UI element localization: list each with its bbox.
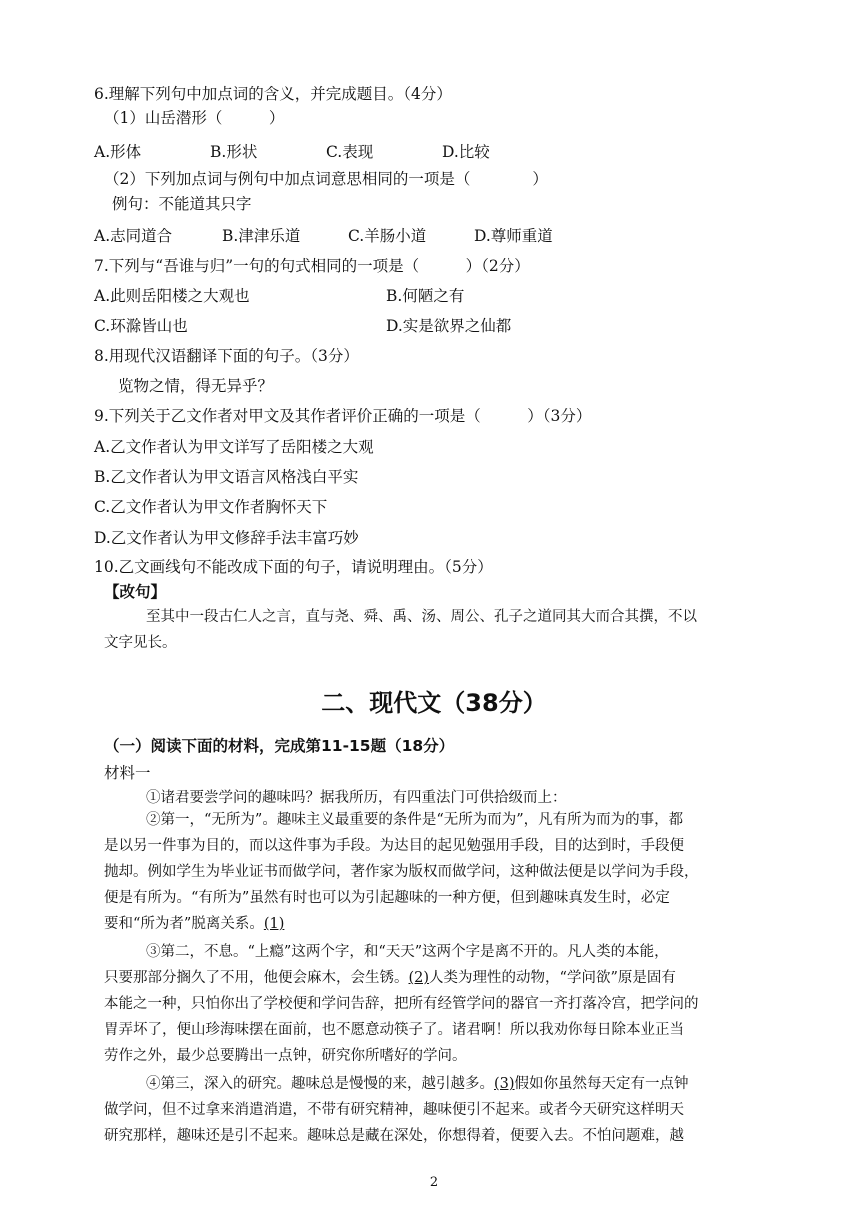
paragraph-4-text: ④第三，深入的研究。趣味总是慢慢的来，越引越多。 <box>146 1076 494 1092</box>
q9-option-a: A.乙文作者认为甲文详写了岳阳楼之大观 <box>94 438 374 456</box>
material-label: 材料一 <box>104 764 151 782</box>
paragraph-3-line: 劳作之外，最少总要腾出一点钟，研究你所嗜好的学问。 <box>104 1048 467 1064</box>
q6-sub2: （2）下列加点词与例句中加点词意思相同的一项是（ ） <box>104 170 548 188</box>
paragraph-3-text: 人类为理性的动物，“学问欲”原是固有 <box>429 970 676 986</box>
q10-stem: 10.乙文画线句不能改成下面的句子，请说明理由。（5分） <box>94 558 493 576</box>
paragraph-2-line <box>104 910 284 938</box>
q6-example: 例句：不能道其只字 <box>112 195 252 213</box>
paragraph-1: ①诸君要尝学问的趣味吗？据我所历，有四重法门可供拾级而上： <box>146 790 567 806</box>
underline-marker-3: (3) <box>494 1076 515 1092</box>
q8-sentence: 览物之情，得无异乎？ <box>118 377 274 395</box>
underline-marker-1: (1) <box>263 916 285 932</box>
q6-sub2-option-c: C.羊肠小道 <box>348 227 427 245</box>
underline-marker-2: (2) <box>408 970 430 986</box>
paragraph-3-line <box>104 964 676 992</box>
q7-option-b: B.何陋之有 <box>386 287 465 305</box>
paragraph-4-line: 做学问，但不过拿来消遣消遣，不带有研究精神，趣味便引不起来。或者今天研究这样明天 <box>104 1102 684 1118</box>
q6-sub2-option-b: B.津津乐道 <box>222 227 301 245</box>
paragraph-2-text: 要和“所为者”脱离关系。 <box>104 916 264 932</box>
q6-sub2-option-d: D.尊师重道 <box>474 227 553 245</box>
paragraph-4-line: 研究那样，趣味还是引不起来。趣味总是藏在深处，你想得着，便要入去。不怕问题难，越 <box>104 1128 684 1144</box>
q9-stem: 9.下列关于乙文作者对甲文及其作者评价正确的一项是（ ）（3分） <box>94 407 592 425</box>
paragraph-2-line: 抛却。例如学生为毕业证书而做学问，著作家为版权而做学问，这种做法便是以学问为手段， <box>104 864 699 880</box>
q6-sub1-option-c: C.表现 <box>326 143 374 161</box>
q10-revised-sentence-end: 文字见长。 <box>104 635 177 651</box>
q9-option-b: B.乙文作者认为甲文语言风格浅白平实 <box>94 468 359 486</box>
q8-stem: 8.用现代汉语翻译下面的句子。（3分） <box>94 347 359 365</box>
page-number: 2 <box>429 1175 439 1190</box>
paragraph-4-line <box>146 1070 689 1098</box>
section-title: 二、现代文（38分） <box>321 689 547 717</box>
q7-option-d: D.实是欲界之仙都 <box>386 317 512 335</box>
paragraph-2-line: 便是有所为。“有所为”虽然有时也可以为引起趣味的一种方便，但到趣味真发生时，必定 <box>104 890 670 906</box>
q10-label: 【改句】 <box>104 583 167 601</box>
paragraph-4-text: 假如你虽然每天定有一点钟 <box>514 1076 689 1092</box>
q7-option-c: C.环滁皆山也 <box>94 317 188 335</box>
paragraph-3-line: 本能之一种，只怕你出了学校便和学问告辞，把所有经管学问的器官一齐打落冷宫，把学问的 <box>104 996 699 1012</box>
q9-option-d: D.乙文作者认为甲文修辞手法丰富巧妙 <box>94 529 359 547</box>
paragraph-2-line: 是以另一件事为目的，而以这件事为手段。为达目的起见勉强用手段，目的达到时，手段便 <box>104 838 684 854</box>
paragraph-2-line: ②第一，“无所为”。趣味主义最重要的条件是“无所为而为”，凡有所为而为的事，都 <box>146 812 684 828</box>
paragraph-3-line: 胃弄坏了，便山珍海味摆在面前，也不愿意动筷子了。诸君啊！所以我劝你每日除本业正当 <box>104 1022 684 1038</box>
q7-stem: 7.下列与“吾谁与归”一句的句式相同的一项是（ ）（2分） <box>94 257 530 275</box>
paragraph-3-text: 只要那部分搁久了不用，他便会麻木，会生锈。 <box>104 970 409 986</box>
q6-sub1-option-d: D.比较 <box>442 143 490 161</box>
part-one-heading: （一）阅读下面的材料，完成第11-15题（18分） <box>104 737 455 755</box>
paragraph-3-line: ③第二，不息。“上瘾”这两个字，和“天天”这两个字是离不开的。凡人类的本能， <box>146 944 669 960</box>
q6-stem: 6.理解下列句中加点词的含义，并完成题目。（4分） <box>94 85 452 103</box>
q6-sub1: （1）山岳潜形（ ） <box>104 109 285 127</box>
q10-revised-sentence: 至其中一段古仁人之言，直与尧、舜、禹、汤、周公、孔子之道同其大而合其撰，不以 <box>146 609 697 625</box>
q7-option-a: A.此则岳阳楼之大观也 <box>94 287 250 305</box>
q9-option-c: C.乙文作者认为甲文作者胸怀天下 <box>94 498 328 516</box>
q6-sub1-option-a: A.形体 <box>94 143 142 161</box>
q6-sub1-option-b: B.形状 <box>210 143 258 161</box>
q6-sub2-option-a: A.志同道合 <box>94 227 173 245</box>
